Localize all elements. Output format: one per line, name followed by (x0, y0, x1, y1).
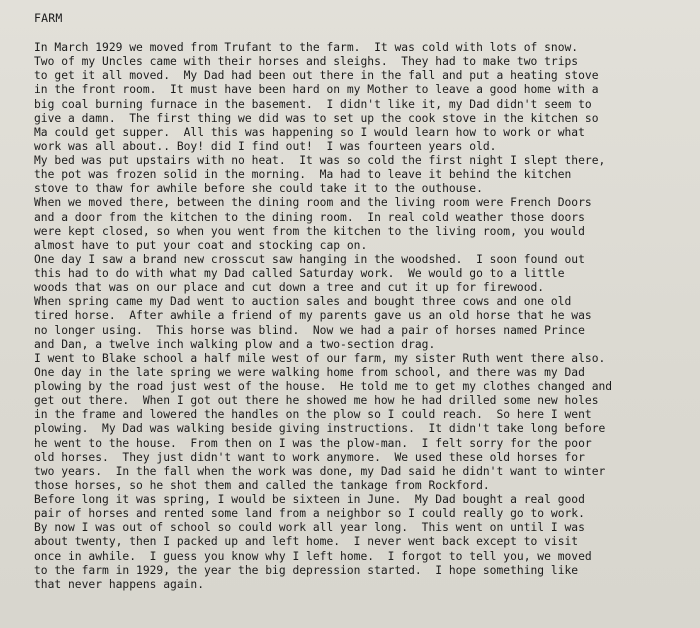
text-line: to get it all moved. My Dad had been out there in the fall and put a heating stove (34, 69, 599, 83)
text-line: give a damn. The first thing we did was to set up the cook stove in the kitchen so (34, 111, 599, 125)
text-line: In March 1929 we moved from Trufant to the farm. It was cold with lots of snow. (34, 41, 579, 54)
text-line: When we moved there, between the dining room and the living room were French Doors (34, 196, 592, 210)
text-line: to the farm in 1929, the year the big depression started. I hope something like (34, 563, 579, 577)
text-line: Two of my Uncles came with their horses and sleighs. They had to make two trips (34, 55, 579, 69)
text-line: work was all about.. Boy! did I find out! I was fourteen years old. (34, 139, 497, 153)
text-line: the pot was frozen solid in the morning. Ma had to leave it behind the kitchen (34, 168, 572, 182)
text-line: By now I was out of school so could work all year long. This went on until I was (34, 521, 585, 535)
text-line: My bed was put upstairs with no heat. It was so cold the first night I slept there, (34, 154, 606, 167)
text-line: pair of horses and rented some land from a neighbor so I could really go to work. (34, 507, 585, 521)
text-line: almost have to put your coat and stocking cap on. (34, 238, 368, 252)
text-line: once in awhile. I guess you know why I left home. I forgot to tell you, we moved (34, 549, 592, 563)
text-line: One day in the late spring we were walking home from school, and there was my Dad (34, 365, 585, 379)
text-line: in the frame and lowered the handles on the plow so I could reach. So here I went (34, 408, 592, 422)
text-line: stove to thaw for awhile before she could take it to the outhouse. (34, 182, 483, 196)
text-line: and Dan, a twelve inch walking plow and a two-section drag. (34, 337, 436, 351)
text-line: plowing by the road just west of the house. He told me to get my clothes changed and (34, 380, 613, 393)
text-line: Ma could get supper. All this was happening so I would learn how to work or what (34, 125, 585, 139)
text-line: and a door from the kitchen to the dining room. In real cold weather those doors (34, 210, 585, 224)
document-title: FARM (34, 11, 63, 25)
text-line: big coal burning furnace in the basement. I didn't like it, my Dad didn't seem to (34, 97, 592, 111)
text-line: two years. In the fall when the work was done, my Dad said he didn't want to winter (34, 464, 606, 478)
text-line: he went to the house. From then on I was the plow-man. I felt sorry for the poor (34, 436, 592, 450)
text-line: in the front room. It must have been hard on my Mother to leave a good home with a (34, 83, 599, 97)
text-line: no longer using. This horse was blind. Now we had a pair of horses named Prince (34, 323, 585, 337)
text-line: When spring came my Dad went to auction sales and bought three cows and one old (34, 295, 572, 309)
text-line: Before long it was spring, I would be sixteen in June. My Dad bought a real good (34, 493, 585, 506)
text-line: about twenty, then I packed up and left home. I never went back except to visit (34, 535, 579, 549)
document-body (34, 41, 694, 592)
text-line: old horses. They just didn't want to work anymore. We used these old horses for (34, 450, 585, 464)
text-line: One day I saw a brand new crosscut saw hanging in the woodshed. I soon found out (34, 252, 585, 266)
text-line: plowing. My Dad was walking beside giving instructions. It didn't take long before (34, 422, 606, 436)
text-line: woods that was on our place and cut down a tree and cut it up for firewood. (34, 281, 545, 295)
text-line: this had to do with what my Dad called Saturday work. We would go to a little (34, 267, 565, 280)
text-line: that never happens again. (34, 577, 205, 591)
text-line: get out there. When I got out there he showed me how he had drilled some new holes (34, 394, 599, 408)
text-line: those horses, so he shot them and called the tankage from Rockford. (34, 478, 490, 492)
text-line: tired horse. After awhile a friend of my parents gave us an old horse that he was (34, 309, 592, 323)
text-line: I went to Blake school a half mile west of our farm, my sister Ruth went there also. (34, 351, 606, 365)
text-line: were kept closed, so when you went from the kitchen to the living room, you would (34, 224, 585, 238)
